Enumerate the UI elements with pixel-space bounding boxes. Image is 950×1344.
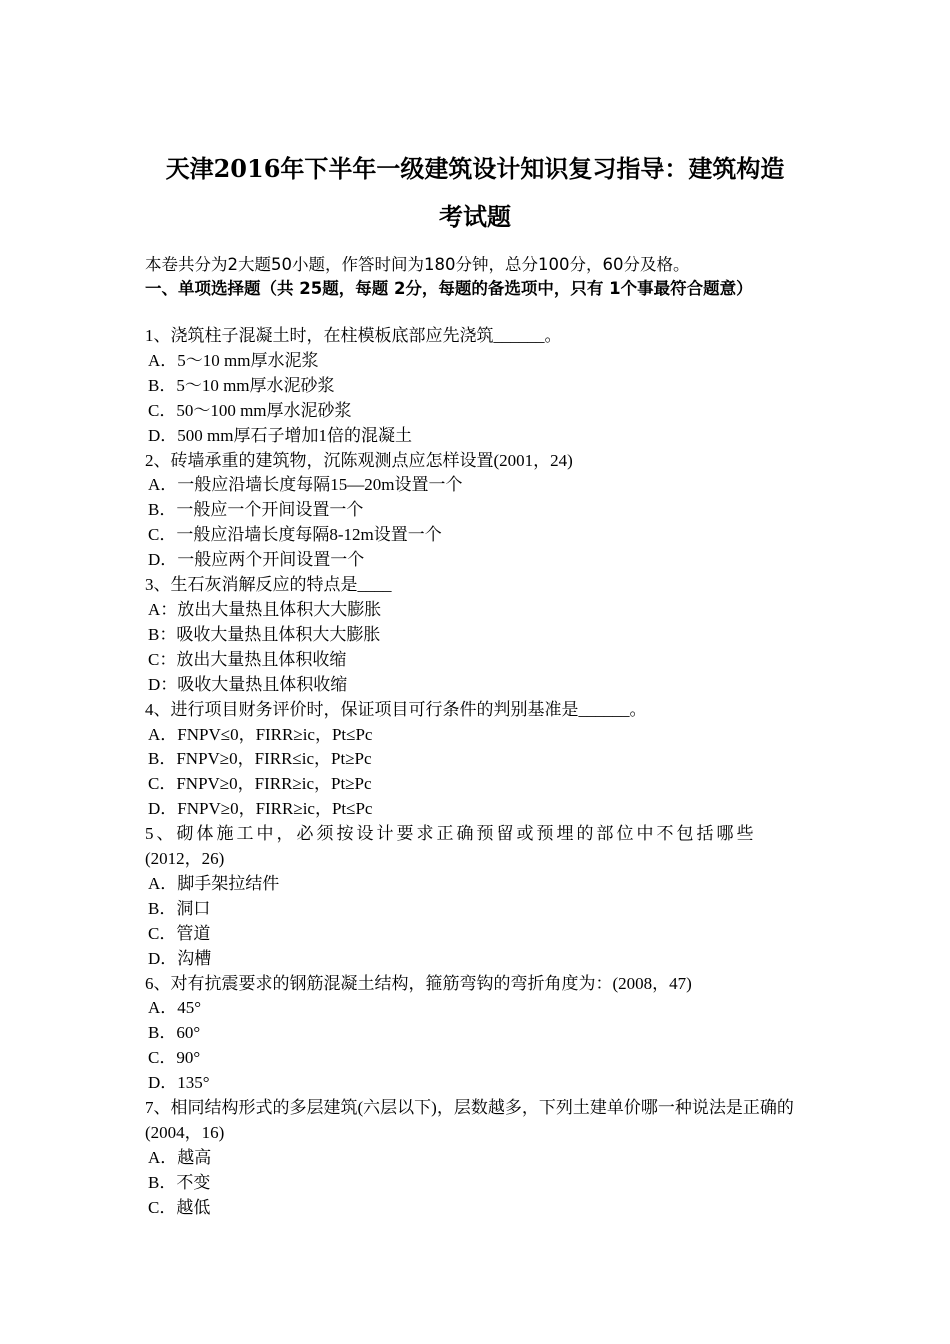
question-stem: 2、砖墙承重的建筑物，沉陈观测点应怎样设置(2001，24) [145,450,573,470]
answer-option: C．FNPV≥0，FIRR≥ic，Pt≥Pc [148,774,372,794]
document-title-line-2: 考试题 [439,202,511,231]
answer-option: D：吸收大量热且体积收缩 [148,674,348,694]
exam-intro: 本卷共分为2大题50小题，作答时间为180分钟，总分100分，60分及格。 [145,255,690,274]
question-stem: 1、浇筑柱子混凝土时，在柱模板底部应先浇筑______。 [145,326,562,345]
answer-option: B．一般应一个开间设置一个 [148,500,364,520]
answer-option: A．越高 [148,1147,212,1167]
answer-option: D．FNPV≥0，FIRR≥ic，Pt≤Pc [148,799,373,819]
answer-option: C．50～100 mm厚水泥砂浆 [148,400,352,420]
question-list [145,324,815,1221]
answer-option: B．不变 [148,1172,211,1192]
question-stem: 6、对有抗震要求的钢筋混凝土结构，箍筋弯钩的弯折角度为：(2008，47) [145,973,692,993]
answer-option: B．5～10 mm厚水泥砂浆 [148,375,335,395]
answer-option: A．脚手架拉结件 [148,873,280,893]
answer-option: D．135° [148,1073,210,1093]
answer-option: A．一般应沿墙长度每隔15—20m设置一个 [148,475,463,495]
answer-option: D．500 mm厚石子增加1倍的混凝土 [148,425,412,445]
section-heading: 一、单项选择题（共 25题，每题 2分，每题的备选项中，只有 1个事最符合题意） [145,279,753,298]
answer-option: B．FNPV≥0，FIRR≤ic，Pt≥Pc [148,749,372,769]
answer-option: A．FNPV≤0，FIRR≥ic，Pt≤Pc [148,724,373,744]
answer-option: D．沟槽 [148,948,212,968]
answer-option: C：放出大量热且体积收缩 [148,649,347,669]
question-stem [145,822,815,847]
question-stem: 3、生石灰消解反应的特点是____ [145,575,392,595]
answer-option: A．5～10 mm厚水泥浆 [148,350,319,370]
answer-option: C．管道 [148,923,211,943]
answer-option: D．一般应两个开间设置一个 [148,550,365,570]
answer-option: C．90° [148,1048,201,1068]
question-stem-main: 5、砌体施工中，必须按设计要求正确预留或预埋的部位中不包括哪些 [145,824,757,844]
answer-option: C．越低 [148,1197,211,1217]
question-stem: 7、相同结构形式的多层建筑(六层以下)，层数越多，下列土建单价哪一种说法是正确的(2004，16) [145,1098,794,1142]
question-stem-continuation: (2012，26) [145,849,225,869]
document-title-line-1: 天津2016年下半年一级建筑设计知识复习指导：建筑构造 [165,154,785,183]
answer-option: A：放出大量热且体积大大膨胀 [148,599,382,619]
answer-option: B．洞口 [148,898,211,918]
answer-option: B：吸收大量热且体积大大膨胀 [148,624,381,644]
answer-option: B．60° [148,1023,201,1043]
question-stem: 4、进行项目财务评价时，保证项目可行条件的判别基准是______。 [145,699,647,719]
answer-option: A．45° [148,998,202,1018]
answer-option: C．一般应沿墙长度每隔8-12m设置一个 [148,525,442,545]
